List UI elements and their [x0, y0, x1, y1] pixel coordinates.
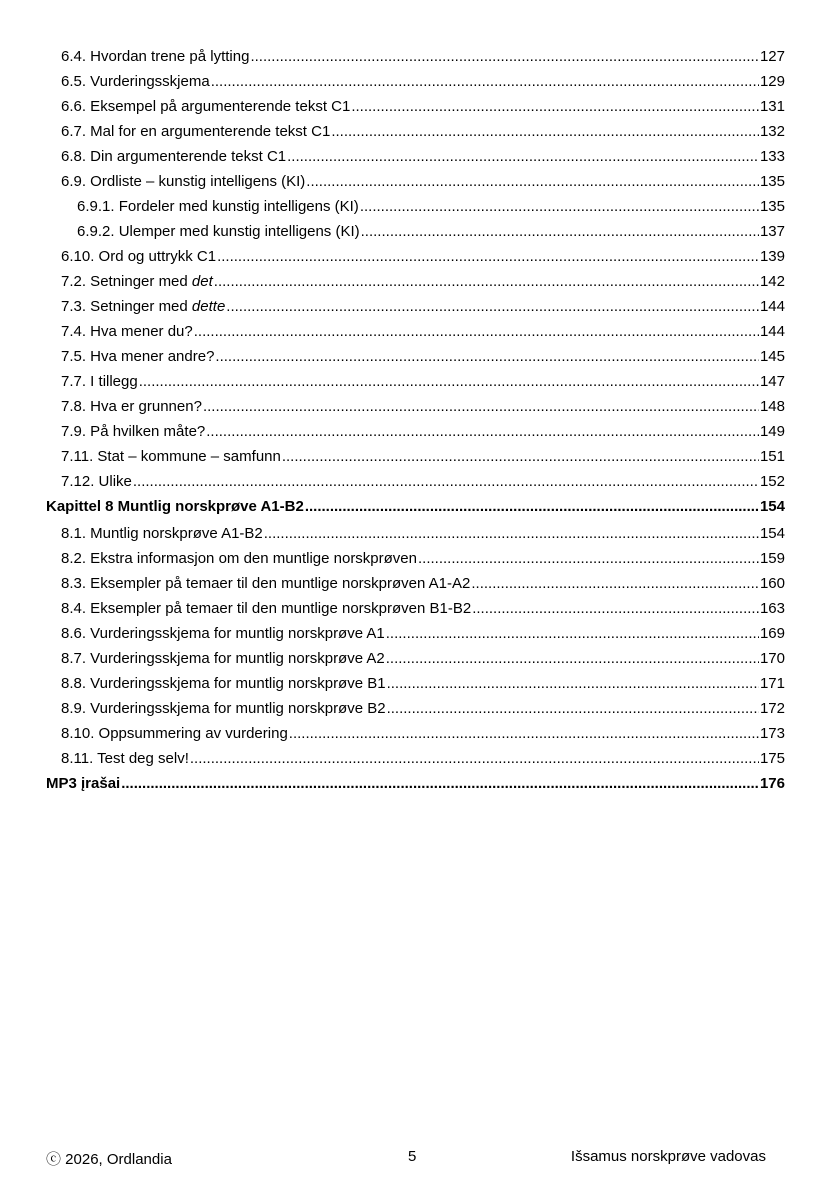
- toc-entry-title: [61, 69, 210, 94]
- toc-dot-leader: [190, 746, 759, 771]
- toc-page-number: 152: [759, 473, 785, 490]
- toc-entry-title-text: 8.7. Vurderingsskjema for muntlig norskprøve A2: [61, 650, 385, 667]
- toc-entry-title: [61, 169, 305, 194]
- toc-entry-title-text: 6.5. Vurderingsskjema: [61, 73, 210, 90]
- toc-entry-title: [61, 119, 330, 144]
- toc-page-number: 171: [759, 675, 785, 692]
- toc-entry-title-text: 7.7. I tillegg: [61, 373, 138, 390]
- toc-entry-title-text: 7.5. Hva mener andre?: [61, 348, 215, 365]
- toc-dot-leader: [203, 394, 759, 419]
- toc-dot-leader: [361, 219, 759, 244]
- toc-entry[interactable]: [46, 521, 785, 546]
- toc-entry-title-text: 8.3. Eksempler på temaer til den muntlige norskprøven A1-A2: [61, 575, 471, 592]
- toc-entry[interactable]: [46, 269, 785, 294]
- toc-entry-title-text: 8.11. Test deg selv!: [61, 750, 189, 767]
- toc-page-number: 163: [759, 600, 785, 617]
- toc-entry[interactable]: [46, 369, 785, 394]
- toc-dot-leader: [214, 269, 759, 294]
- toc-dot-leader: [418, 546, 759, 571]
- toc-entry-title-text: 8.4. Eksempler på temaer til den muntlige norskprøven B1-B2: [61, 600, 472, 617]
- toc-entry-title: [61, 721, 288, 746]
- toc-dot-leader: [471, 571, 759, 596]
- toc-page-number: 127: [759, 48, 785, 65]
- toc-page-number: 154: [759, 498, 785, 515]
- toc-entry-title-text: 8.10. Oppsummering av vurdering: [61, 725, 288, 742]
- toc-entry-title: [61, 344, 214, 369]
- toc-dot-leader: [305, 494, 759, 520]
- toc-dot-leader: [306, 169, 759, 194]
- toc-entry-title: [61, 621, 385, 646]
- toc-entry-title: [61, 144, 286, 169]
- toc-page-number: 151: [759, 448, 785, 465]
- toc-entry-title-text: 7.9. På hvilken måte?: [61, 423, 206, 440]
- toc-entry-title-text: 6.8. Din argumenterende tekst C1: [61, 148, 287, 165]
- toc-entry-title-text: 6.6. Eksempel på argumenterende tekst C1: [61, 98, 351, 115]
- toc-chapter-entry[interactable]: [46, 771, 785, 797]
- toc-dot-leader: [387, 696, 759, 721]
- toc-page-number: 139: [759, 248, 785, 265]
- toc-entry[interactable]: [46, 94, 785, 119]
- toc-entry[interactable]: [46, 696, 785, 721]
- toc-page-number: 145: [759, 348, 785, 365]
- toc-entry-title-text: 8.2. Ekstra informasjon om den muntlige norskprøven: [61, 550, 417, 567]
- toc-dot-leader: [215, 344, 759, 369]
- toc-entry-title: [61, 546, 417, 571]
- toc-page-number: 148: [759, 398, 785, 415]
- toc-dot-leader: [206, 419, 759, 444]
- toc-dot-leader: [264, 521, 759, 546]
- toc-dot-leader: [351, 94, 759, 119]
- toc-dot-leader: [386, 646, 759, 671]
- toc-page-number: 154: [759, 525, 785, 542]
- toc-entry-title-text: 8.9. Vurderingsskjema for muntlig norskprøve B2: [61, 700, 386, 717]
- toc-entry-title-italic: det: [191, 273, 213, 290]
- toc-dot-leader: [386, 621, 759, 646]
- toc-page-number: 133: [759, 148, 785, 165]
- toc-entry-title-text: MP3 įrašai: [46, 775, 121, 792]
- toc-entry-title-text: 6.9.2. Ulemper med kunstig intelligens (KI): [77, 223, 360, 240]
- toc-entry[interactable]: [46, 319, 785, 344]
- toc-entry-title: [61, 244, 216, 269]
- toc-entry[interactable]: [46, 546, 785, 571]
- toc-entry[interactable]: [46, 119, 785, 144]
- toc-entry-title: [61, 521, 263, 546]
- footer-copyright: ⓒ 2026, Ordlandia: [46, 1151, 172, 1168]
- toc-dot-leader: [287, 144, 759, 169]
- toc-entry-title: [61, 596, 471, 621]
- toc-entry[interactable]: [46, 394, 785, 419]
- toc-entry-title: [61, 671, 386, 696]
- toc-dot-leader: [331, 119, 759, 144]
- toc-page-number: 144: [759, 298, 785, 315]
- toc-page-number: 147: [759, 373, 785, 390]
- toc-page-number: 160: [759, 575, 785, 592]
- toc-entry[interactable]: [46, 444, 785, 469]
- toc-dot-leader: [194, 319, 759, 344]
- toc-page-number: 170: [759, 650, 785, 667]
- toc-entry[interactable]: [46, 194, 785, 219]
- toc-entry-title: [61, 369, 138, 394]
- toc-entry-title-text: 6.7. Mal for en argumenterende tekst C1: [61, 123, 331, 140]
- toc-entry[interactable]: [46, 294, 785, 319]
- toc-entry[interactable]: [46, 169, 785, 194]
- toc-entry[interactable]: [46, 571, 785, 596]
- toc-dot-leader: [133, 469, 759, 494]
- toc-entry-title: [61, 571, 470, 596]
- toc-entry[interactable]: [46, 721, 785, 746]
- toc-entry-title-text: 7.2. Setninger med: [61, 273, 192, 290]
- toc-entry[interactable]: [46, 746, 785, 771]
- toc-entry-title-text: 6.4. Hvordan trene på lytting: [61, 48, 250, 65]
- toc-page-number: 172: [759, 700, 785, 717]
- toc-entry[interactable]: [46, 469, 785, 494]
- toc-chapter-entry[interactable]: [46, 494, 785, 520]
- toc-entry-title-text: 8.1. Muntlig norskprøve A1-B2: [61, 525, 263, 542]
- toc-entry-title-text: 6.10. Ord og uttrykk C1: [61, 248, 217, 265]
- table-of-contents: [46, 44, 785, 797]
- toc-entry[interactable]: [46, 219, 785, 244]
- toc-dot-leader: [226, 294, 759, 319]
- toc-dot-leader: [289, 721, 759, 746]
- toc-entry-title-text: 8.8. Vurderingsskjema for muntlig norskprøve B1: [61, 675, 386, 692]
- toc-entry[interactable]: [46, 244, 785, 269]
- toc-dot-leader: [217, 244, 759, 269]
- toc-page-number: 135: [759, 173, 785, 190]
- toc-entry-title-text: Kapittel 8 Muntlig norskprøve A1-B2: [46, 498, 304, 515]
- toc-page-number: 176: [759, 775, 785, 792]
- toc-dot-leader: [211, 69, 759, 94]
- toc-entry-title-text: 8.6. Vurderingsskjema for muntlig norskprøve A1: [61, 625, 385, 642]
- toc-entry[interactable]: [46, 44, 785, 69]
- toc-entry[interactable]: [46, 69, 785, 94]
- toc-entry-title: [61, 294, 225, 319]
- toc-page-number: 129: [759, 73, 785, 90]
- toc-entry-title: [61, 44, 249, 69]
- toc-page-number: 169: [759, 625, 785, 642]
- toc-entry-title: [61, 646, 385, 671]
- toc-entry-title-text: 7.11. Stat – kommune – samfunn: [61, 448, 281, 465]
- toc-entry[interactable]: [46, 144, 785, 169]
- toc-page-number: 173: [759, 725, 785, 742]
- toc-page-number: 142: [759, 273, 785, 290]
- toc-entry-title-text: 6.9.1. Fordeler med kunstig intelligens (KI): [77, 198, 359, 215]
- toc-entry-title-text: 7.4. Hva mener du?: [61, 323, 193, 340]
- toc-dot-leader: [387, 671, 759, 696]
- toc-page-number: 175: [759, 750, 785, 767]
- toc-dot-leader: [282, 444, 759, 469]
- toc-dot-leader: [139, 369, 759, 394]
- toc-entry-title: [61, 319, 193, 344]
- footer-book-title: Išsamus norskprøve vadovas: [570, 1148, 766, 1165]
- toc-entry-title: [61, 419, 205, 444]
- toc-entry-title-text: 7.8. Hva er grunnen?: [61, 398, 202, 415]
- toc-entry-title: [77, 219, 360, 244]
- page-footer: [46, 1148, 766, 1168]
- toc-page-number: 135: [759, 198, 785, 215]
- toc-entry-title: [61, 394, 202, 419]
- toc-entry-title: [46, 771, 120, 797]
- toc-entry-title-text: 7.3. Setninger med: [61, 298, 192, 315]
- toc-dot-leader: [360, 194, 759, 219]
- toc-entry-title: [61, 469, 132, 494]
- toc-entry-title: [46, 494, 304, 520]
- toc-dot-leader: [472, 596, 759, 621]
- toc-dot-leader: [121, 771, 759, 797]
- toc-page-number: 137: [759, 223, 785, 240]
- toc-page-number: 149: [759, 423, 785, 440]
- toc-entry-title-text: 6.9. Ordliste – kunstig intelligens (KI): [61, 173, 306, 190]
- toc-entry-title: [61, 269, 213, 294]
- toc-entry-title: [77, 194, 359, 219]
- toc-entry[interactable]: [46, 419, 785, 444]
- toc-page-number: 144: [759, 323, 785, 340]
- toc-entry-title: [61, 696, 386, 721]
- toc-entry[interactable]: [46, 646, 785, 671]
- toc-entry[interactable]: [46, 671, 785, 696]
- toc-entry[interactable]: [46, 596, 785, 621]
- toc-page-number: 131: [759, 98, 785, 115]
- toc-entry[interactable]: [46, 621, 785, 646]
- toc-entry-title: [61, 746, 189, 771]
- toc-entry-title-text: 7.12. Ulike: [61, 473, 132, 490]
- toc-entry-title: [61, 444, 281, 469]
- toc-entry-title-italic: dette: [191, 298, 226, 315]
- toc-page-number: 159: [759, 550, 785, 567]
- toc-entry[interactable]: [46, 344, 785, 369]
- footer-page-number: 5: [408, 1148, 417, 1165]
- toc-entry-title: [61, 94, 350, 119]
- toc-dot-leader: [250, 44, 759, 69]
- toc-page-number: 132: [759, 123, 785, 140]
